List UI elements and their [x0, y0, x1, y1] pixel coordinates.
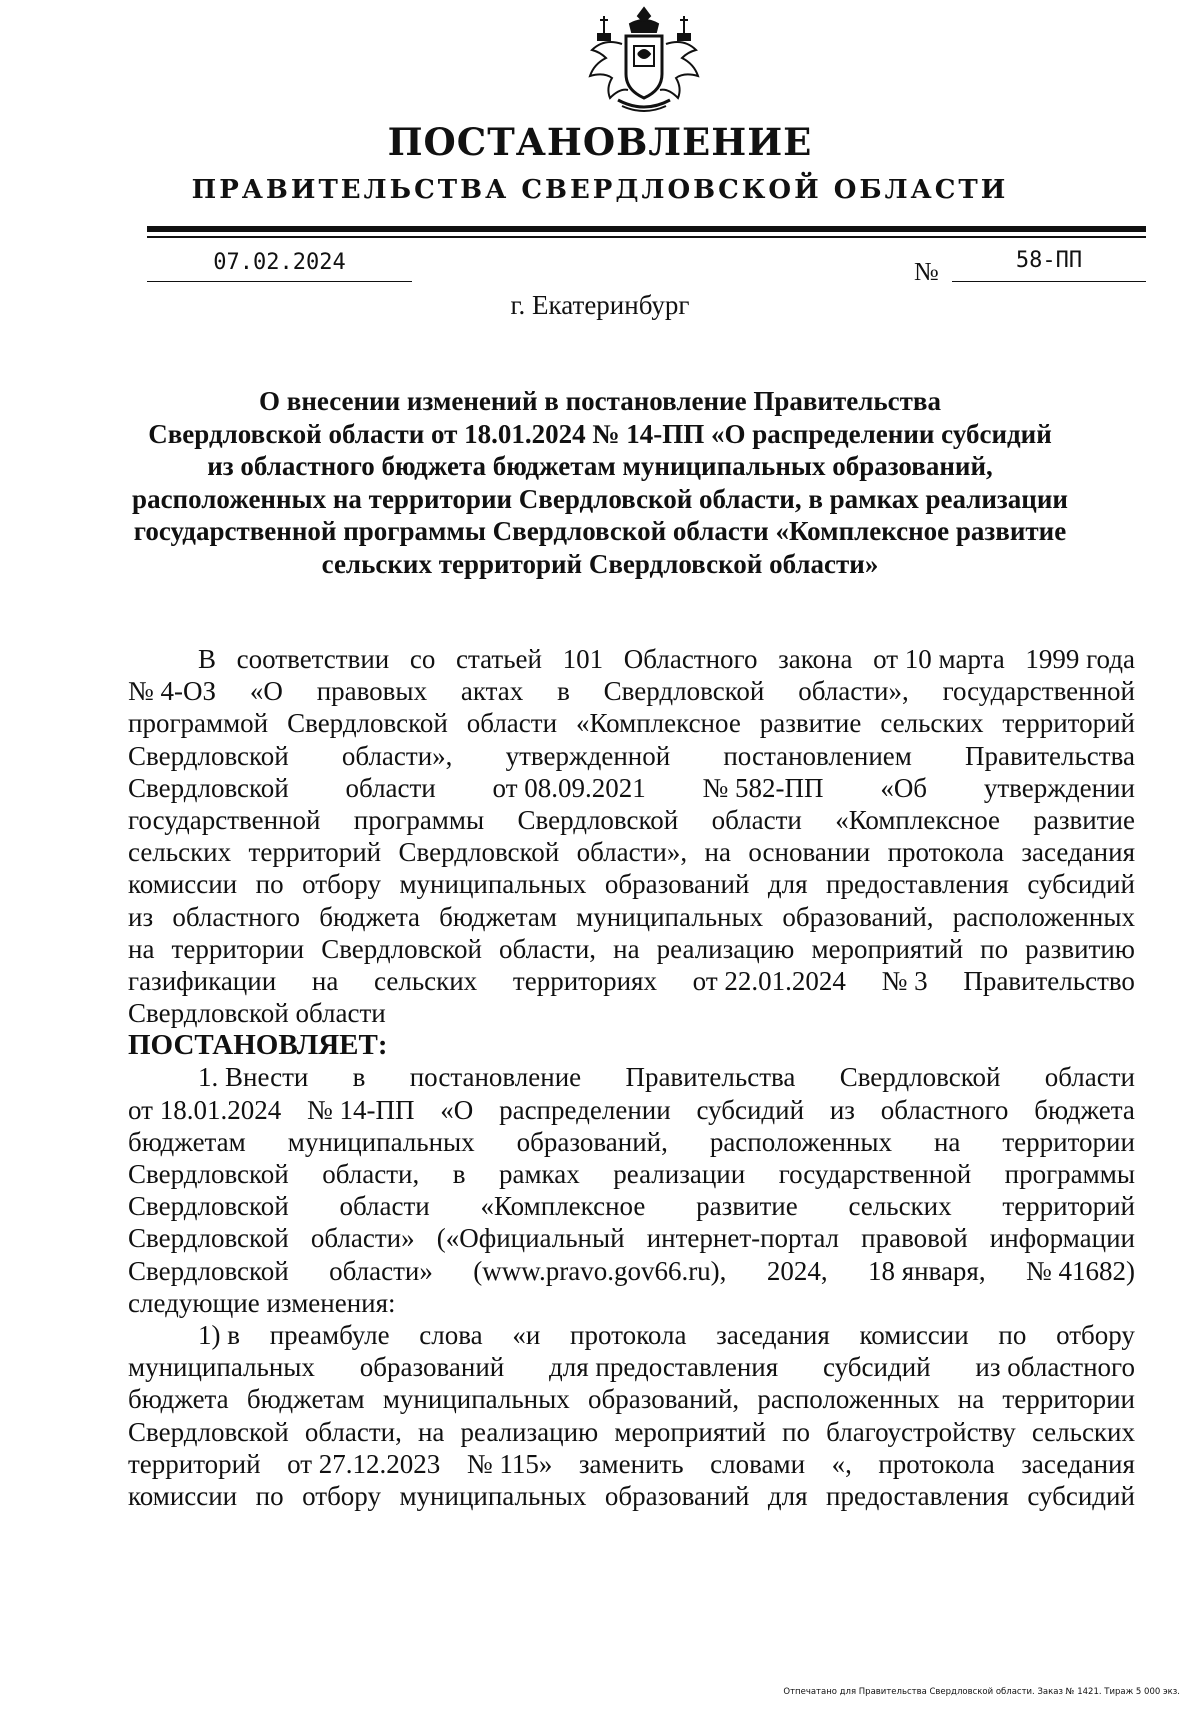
body-word: «, — [831, 1448, 852, 1479]
body-word: бюджетам — [439, 901, 557, 932]
body-word: № 14-ПП — [307, 1094, 415, 1125]
body-word: Свердловской — [128, 1191, 289, 1222]
body-word: реализацию — [656, 933, 795, 964]
body-word: по — [980, 933, 1009, 964]
heading-line: сельских территорий Свердловской области» — [321, 548, 879, 579]
body-word: мероприятий — [614, 1416, 766, 1447]
body-word: программой — [128, 708, 269, 739]
body-word: развитие — [759, 708, 862, 739]
body-word: Свердловской — [287, 708, 448, 739]
body-word: реализацию — [460, 1416, 599, 1447]
body-word: области» — [329, 1255, 433, 1286]
body-word: интернет-портал — [646, 1223, 840, 1254]
body-word: развитие — [696, 1191, 798, 1222]
body-word: рамках — [498, 1159, 580, 1189]
body-word: бюджетам — [128, 1126, 246, 1157]
body-line — [128, 772, 1135, 804]
body-word: из — [128, 901, 154, 932]
body-word: протокола — [887, 837, 1004, 868]
body-word: реализации — [613, 1159, 746, 1189]
body-word: бюджетам — [246, 1384, 365, 1415]
body-word: области, — [322, 1159, 420, 1189]
body-word: сельских — [128, 837, 232, 868]
body-word: на — [311, 965, 339, 996]
body-word: Свердловской — [128, 1223, 289, 1254]
body-line — [128, 675, 1135, 707]
body-word: сельских — [880, 708, 984, 739]
body-word: для — [767, 869, 808, 900]
body-word: отбору — [302, 869, 381, 900]
body-word: актах — [460, 676, 524, 707]
body-word: отбору — [1056, 1319, 1135, 1350]
body-word: образований — [359, 1352, 505, 1383]
body-word: государственной — [778, 1159, 972, 1189]
document-title: ПОСТАНОВЛЕНИЕ — [387, 120, 813, 164]
body-word: государственной — [128, 804, 321, 835]
body-word: сельских — [848, 1191, 952, 1222]
body-word: муниципальных — [287, 1126, 475, 1157]
body-word: образований — [604, 1480, 750, 1511]
body-word: № 4-ОЗ — [128, 676, 217, 707]
body-word: муниципальных — [399, 869, 587, 900]
body-word: информации — [989, 1223, 1135, 1254]
body-word: предоставления — [826, 869, 1009, 900]
body-word: от 08.09.2021 — [492, 772, 646, 803]
body-word: утвержденной — [505, 740, 671, 771]
body-word: протокола — [878, 1448, 995, 1479]
body-word: 1999 года — [1025, 644, 1135, 674]
body-line — [128, 1061, 1135, 1093]
document-subtitle: ПРАВИТЕЛЬСТВА СВЕРДЛОВСКОЙ ОБЛАСТИ — [191, 175, 1009, 205]
body-word: от 18.01.2024 — [128, 1094, 282, 1125]
date-underline — [147, 281, 412, 282]
body-word: Свердловской — [398, 837, 560, 868]
body-word: для предоставления — [549, 1352, 779, 1383]
document-date: 07.02.2024 — [213, 250, 346, 275]
body-word: (www.pravo.gov66.ru), — [473, 1255, 727, 1286]
body-word: расположенных — [709, 1126, 892, 1157]
body-word: Свердловской — [839, 1062, 1001, 1093]
body-word: на — [417, 1416, 445, 1447]
body-word: из областного — [975, 1352, 1135, 1383]
body-word: субсидий — [696, 1094, 805, 1125]
body-word: закона — [778, 644, 853, 674]
body-word: области — [466, 708, 558, 739]
body-word: на — [613, 933, 640, 964]
body-word: Областного — [623, 644, 758, 674]
body-word: соответствии — [236, 644, 390, 674]
body-word: постановлением — [723, 740, 912, 771]
body-word: 101 — [562, 644, 604, 674]
number-underline — [952, 281, 1146, 282]
body-word: области, — [499, 933, 597, 964]
body-word: распределении — [499, 1094, 671, 1125]
heading-line: О внесении изменений в постановление Правительства — [259, 386, 941, 416]
body-word: областного — [172, 901, 301, 932]
heading-line: государственной программы Свердловской области «Комплексное развитие — [133, 516, 1067, 546]
body-word: 1. Внести — [198, 1062, 309, 1093]
body-word: отбору — [302, 1480, 381, 1511]
body-line — [128, 1287, 1135, 1319]
body-word: области», — [798, 676, 909, 707]
body-line — [128, 1222, 1135, 1254]
body-word: территорий — [1002, 708, 1135, 739]
body-word: № 115» — [466, 1448, 553, 1479]
body-word: следующие изменения: — [128, 1287, 396, 1318]
city-name: г. Екатеринбург — [510, 290, 690, 320]
body-word: образований, — [782, 901, 934, 932]
body-word: бюджета — [319, 901, 420, 932]
body-word: протокола — [570, 1319, 687, 1350]
header-rule-thin — [147, 236, 1146, 238]
body-word: («Официальный — [436, 1223, 625, 1254]
body-word: Свердловской области — [128, 998, 386, 1029]
body-word: по — [255, 869, 284, 900]
body-word: 2024, — [766, 1255, 828, 1286]
body-word: области — [1044, 1062, 1135, 1093]
body-word: территорий — [1002, 1191, 1135, 1222]
body-word: слова — [419, 1319, 483, 1350]
body-word: областного — [880, 1094, 1009, 1125]
body-word: в — [452, 1159, 466, 1189]
body-word: сельских — [374, 965, 478, 996]
body-word: территорий — [128, 1448, 261, 1479]
body-word: территории — [1002, 1384, 1135, 1415]
body-word: «Комплексное — [575, 708, 741, 739]
body-word: постановление — [409, 1062, 582, 1093]
heading-line: расположенных на территории Свердловской области, в рамках реализации — [132, 483, 1068, 514]
resolves-keyword — [128, 1029, 1135, 1061]
body-word: области», — [341, 740, 453, 771]
body-word: субсидий — [1027, 869, 1135, 900]
body-line — [128, 868, 1135, 900]
body-word: по — [998, 1319, 1027, 1350]
body-word: ПОСТАНОВЛЯЕТ: — [128, 1029, 388, 1062]
body-word: области — [711, 804, 802, 835]
body-line — [128, 1448, 1135, 1480]
heading-line: из областного бюджета бюджетам муниципальных образований, — [207, 451, 993, 481]
body-line — [128, 1158, 1135, 1190]
body-word: от 22.01.2024 — [692, 965, 846, 996]
body-word: В — [198, 644, 217, 674]
body-word: утверждении — [983, 772, 1135, 803]
document-number: 58-ПП — [1015, 248, 1083, 273]
body-word: расположенных — [952, 901, 1135, 932]
body-line — [128, 1319, 1135, 1351]
body-word: комиссии — [128, 869, 238, 900]
body-line — [128, 933, 1135, 965]
body-line — [128, 1094, 1135, 1126]
body-word: субсидий — [1027, 1480, 1135, 1511]
body-word: области», — [576, 837, 688, 868]
body-word: по — [782, 1416, 811, 1447]
coat-of-arms-emblem — [578, 4, 710, 116]
body-word: преамбуле — [269, 1319, 390, 1350]
body-word: территории — [1002, 1126, 1135, 1157]
body-line — [128, 1190, 1135, 1222]
body-line — [128, 1416, 1135, 1448]
body-word: для — [767, 1480, 808, 1511]
body-line — [128, 707, 1135, 739]
body-word: от 10 марта — [873, 644, 1005, 674]
body-word: со — [409, 644, 436, 674]
body-word: Свердловской — [128, 740, 289, 771]
body-word: словами — [710, 1448, 806, 1479]
body-line — [128, 1383, 1135, 1415]
body-line — [128, 965, 1135, 997]
body-line — [128, 901, 1135, 933]
body-word: газификации — [128, 965, 277, 996]
body-word: территории — [171, 933, 305, 964]
body-line — [128, 997, 1135, 1029]
body-word: муниципальных — [128, 1352, 315, 1383]
body-word: правовой — [861, 1223, 968, 1254]
body-word: Свердловской — [128, 1159, 289, 1189]
body-word: от 27.12.2023 — [287, 1448, 441, 1479]
body-word: Правительства — [965, 740, 1135, 771]
body-word: «Комплексное — [480, 1191, 646, 1222]
body-word: Свердловской — [128, 772, 289, 803]
header-rule-thick — [147, 226, 1146, 232]
body-word: «О — [249, 676, 283, 707]
body-word: на — [933, 1126, 961, 1157]
body-word: «и — [512, 1319, 541, 1350]
body-word: образований — [604, 869, 750, 900]
body-word: муниципальных — [576, 901, 764, 932]
body-word: заседания — [1021, 837, 1135, 868]
body-word: мероприятий — [811, 933, 964, 964]
number-sign: № — [914, 257, 939, 286]
body-word: области — [345, 772, 436, 803]
body-word: в — [557, 676, 570, 707]
body-word: территорий — [248, 837, 382, 868]
body-line — [128, 804, 1135, 836]
body-word: заседания — [716, 1319, 830, 1350]
body-word: на — [957, 1384, 985, 1415]
print-imprint: Отпечатано для Правительства Свердловской области. Заказ № 1421. Тираж 5 000 экз. — [783, 1687, 1180, 1697]
body-word: развитие — [1033, 804, 1135, 835]
body-word: на — [704, 837, 731, 868]
body-word: предоставления — [826, 1480, 1009, 1511]
body-word: муниципальных — [399, 1480, 587, 1511]
body-word: сельских — [1031, 1416, 1135, 1447]
body-word: муниципальных — [382, 1384, 570, 1415]
body-word: Правительства — [625, 1062, 796, 1093]
body-word: из — [829, 1094, 855, 1125]
body-line — [128, 1480, 1135, 1512]
body-word: заседания — [1021, 1448, 1135, 1479]
body-word: Свердловской — [321, 933, 482, 964]
body-word: Свердловской — [128, 1255, 289, 1286]
resolution-body — [128, 643, 1135, 1512]
body-word: № 582-ПП — [702, 772, 824, 803]
body-word: Свердловской — [603, 676, 765, 707]
body-line — [128, 836, 1135, 868]
body-word: Правительство — [963, 965, 1135, 996]
body-word: № 41682) — [1025, 1255, 1135, 1286]
body-word: расположенных — [757, 1384, 940, 1415]
body-word: «О — [440, 1094, 474, 1125]
body-word: субсидий — [823, 1352, 931, 1383]
body-word: бюджета — [1034, 1094, 1135, 1125]
body-word: 1) в — [198, 1319, 240, 1350]
body-line — [128, 740, 1135, 772]
body-word: по — [255, 1480, 284, 1511]
body-word: комиссии — [859, 1319, 969, 1350]
body-word: основании — [748, 837, 871, 868]
body-word: «Об — [880, 772, 928, 803]
body-word: благоустройству — [826, 1416, 1016, 1447]
body-word: на — [128, 933, 155, 964]
body-word: № 3 — [881, 965, 928, 996]
body-line — [128, 1255, 1135, 1287]
body-word: статьей — [456, 644, 542, 674]
body-word: области» — [310, 1223, 415, 1254]
body-word: Свердловской — [517, 804, 679, 835]
body-word: программы — [1004, 1159, 1135, 1189]
body-line — [128, 643, 1135, 675]
body-word: 18 января, — [867, 1255, 986, 1286]
body-word: территориях — [512, 965, 657, 996]
body-word: «Комплексное — [835, 804, 1001, 835]
body-word: области, — [304, 1416, 402, 1447]
body-word: заменить — [578, 1448, 684, 1479]
body-word: в — [352, 1062, 366, 1093]
resolution-heading — [120, 385, 1080, 580]
body-word: образований, — [516, 1126, 668, 1157]
body-word: комиссии — [128, 1480, 238, 1511]
body-word: правовых — [316, 676, 428, 707]
body-line — [128, 1126, 1135, 1158]
body-word: развитию — [1025, 933, 1135, 964]
body-word: области — [339, 1191, 430, 1222]
body-line — [128, 1351, 1135, 1383]
body-word: бюджета — [128, 1384, 229, 1415]
body-word: государственной — [942, 676, 1135, 707]
body-word: образований, — [587, 1384, 740, 1415]
body-word: программы — [353, 804, 485, 835]
heading-line: Свердловской области от 18.01.2024 № 14-ПП «О распределении субсидий — [148, 418, 1052, 449]
body-word: Свердловской — [128, 1416, 289, 1447]
